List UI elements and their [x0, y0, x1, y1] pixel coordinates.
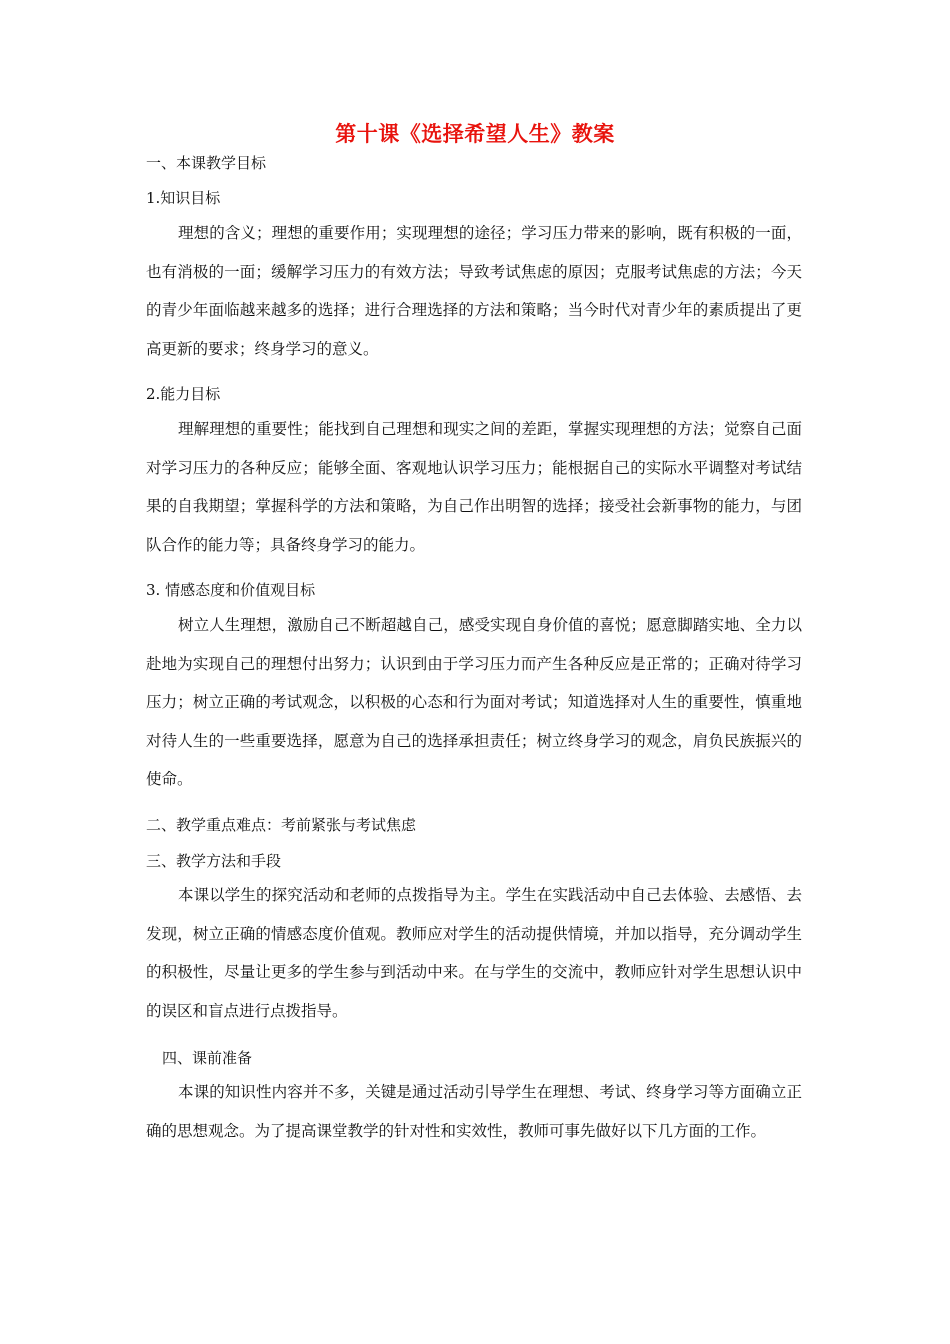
- section-heading-preparation: 四、课前准备: [162, 1049, 253, 1067]
- section-heading-methods: 三、教学方法和手段: [146, 852, 282, 870]
- section-heading-key-difficulties: 二、教学重点难点：考前紧张与考试焦虑: [146, 816, 417, 834]
- subheading-knowledge-objectives: 1.知识目标: [146, 189, 221, 207]
- subheading-ability-objectives: 2.能力目标: [146, 385, 221, 403]
- paragraph-methods: 本课以学生的探究活动和老师的点拨指导为主。学生在实践活动中自己去体验、去感悟、去发现，树立正确的情感态度价值观。教师应对学生的活动提供情境，并加以指导，充分调动学生的积极性，尽量让更多的学生参与到活动中来。在与学生的交流中，教师应针对学生思想认识中的误区和盲点进行点拨指导。: [146, 886, 802, 1020]
- paragraph-ability-objectives: 理解理想的重要性；能找到自己理想和现实之间的差距，掌握实现理想的方法；觉察自己面对学习压力的各种反应；能够全面、客观地认识学习压力；能根据自己的实际水平调整对考试结果的自我期望；掌握科学的方法和策略，为自己作出明智的选择；接受社会新事物的能力，与团队合作的能力等；具备终身学习的能力。: [146, 420, 802, 554]
- document-title: 第十课《选择希望人生》教案: [335, 122, 615, 146]
- paragraph-emotion-values-objectives: 树立人生理想，激励自己不断超越自己，感受实现自身价值的喜悦；愿意脚踏实地、全力以赴地为实现自己的理想付出努力；认识到由于学习压力而产生各种反应是正常的；正确对待学习压力；树立正确的考试观念，以积极的心态和行为面对考试；知道选择对人生的重要性，慎重地对待人生的一些重要选择，愿意为自己的选择承担责任；树立终身学习的观念，肩负民族振兴的使命。: [146, 616, 802, 788]
- paragraph-preparation: 本课的知识性内容并不多，关键是通过活动引导学生在理想、考试、终身学习等方面确立正确的思想观念。为了提高课堂教学的针对性和实效性，教师可事先做好以下几方面的工作。: [146, 1083, 802, 1140]
- subheading-emotion-values-objectives: 3. 情感态度和价值观目标: [146, 581, 316, 599]
- section-heading-objectives: 一、本课教学目标: [146, 154, 267, 172]
- paragraph-knowledge-objectives: 理想的含义；理想的重要作用；实现理想的途径；学习压力带来的影响，既有积极的一面，也有消极的一面；缓解学习压力的有效方法；导致考试焦虑的原因；克服考试焦虑的方法；今天的青少年面临越来越多的选择；进行合理选择的方法和策略；当今时代对青少年的素质提出了更高更新的要求；终身学习的意义。: [146, 224, 802, 358]
